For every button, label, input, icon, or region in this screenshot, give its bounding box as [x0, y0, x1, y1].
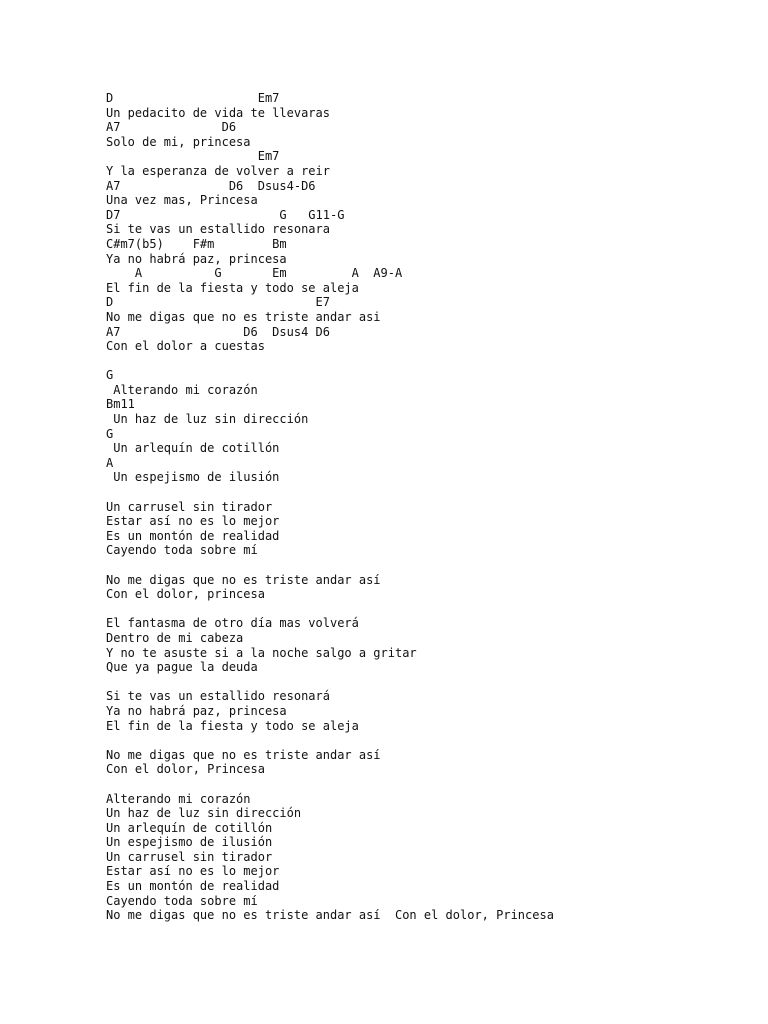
lyric-line: Bm11 [106, 397, 135, 412]
blank-line [106, 777, 746, 792]
lyric-line: Solo de mi, princesa [106, 134, 251, 149]
lyric-line: Ya no habrá paz, princesa [106, 251, 287, 266]
lyric-line: No me digas que no es triste andar así [106, 572, 381, 587]
blank-line [106, 485, 746, 500]
lyric-line: Un arlequín de cotillón [106, 820, 273, 835]
lyric-line: Con el dolor a cuestas [106, 339, 265, 354]
lyric-line: El fantasma de otro día mas volverá [106, 616, 359, 631]
lyric-line: D Em7 [106, 91, 280, 105]
lyric-line: Un espejismo de ilusión [106, 835, 273, 850]
lyric-line: A G Em A A9-A [106, 266, 403, 281]
song-sheet [106, 91, 746, 923]
lyric-line: Em7 [106, 149, 280, 164]
lyric-line: G [106, 426, 114, 441]
lyric-line: Es un montón de realidad [106, 528, 280, 543]
lyric-line: No me digas que no es triste andar así Con el dolor, Princesa [106, 908, 554, 923]
lyric-line: Cayendo toda sobre mí [106, 543, 258, 558]
lyric-line: No me digas que no es triste andar asi [106, 309, 381, 324]
lyric-line: El fin de la fiesta y todo se aleja [106, 280, 359, 295]
lyric-line: El fin de la fiesta y todo se aleja [106, 718, 359, 733]
lyric-line: Un carrusel sin tirador [106, 499, 273, 514]
lyric-line: No me digas que no es triste andar así [106, 747, 381, 762]
lyric-line: D7 G G11-G [106, 207, 345, 222]
lyric-line: C#m7(b5) F#m Bm [106, 236, 287, 251]
lyric-line: D E7 [106, 295, 330, 310]
lyric-line: Alterando mi corazón [106, 791, 251, 806]
lyric-line: Un carrusel sin tirador [106, 849, 273, 864]
lyric-line: Un haz de luz sin dirección [106, 412, 309, 427]
blank-line [106, 354, 746, 369]
lyric-line: Un espejismo de ilusión [106, 470, 280, 485]
blank-line [106, 558, 746, 573]
lyric-line: Un arlequín de cotillón [106, 441, 280, 456]
lyric-line: Y no te asuste si a la noche salgo a gritar [106, 645, 417, 660]
lyric-line: Una vez mas, Princesa [106, 193, 258, 208]
blank-line [106, 675, 746, 690]
lyric-line: Un haz de luz sin dirección [106, 806, 302, 821]
lyric-line: G [106, 368, 114, 383]
lyric-line: Es un montón de realidad [106, 879, 280, 894]
lyric-line: A7 D6 Dsus4-D6 [106, 178, 316, 193]
lyric-line: Si te vas un estallido resonara [106, 222, 330, 237]
lyric-line: A7 D6 [106, 120, 237, 135]
lyric-line: Con el dolor, Princesa [106, 762, 265, 777]
lyric-line: Un pedacito de vida te llevaras [106, 105, 330, 120]
lyric-line: Estar así no es lo mejor [106, 864, 280, 879]
blank-line [106, 602, 746, 617]
lyric-line: Alterando mi corazón [106, 382, 258, 397]
lyric-line: Dentro de mi cabeza [106, 630, 244, 645]
lyric-line: Ya no habrá paz, princesa [106, 703, 287, 718]
lyric-line: A [106, 455, 114, 470]
lyric-line: Cayendo toda sobre mí [106, 893, 258, 908]
lyric-line: Que ya pague la deuda [106, 660, 258, 675]
lyric-line: Con el dolor, princesa [106, 587, 265, 602]
lyric-line: Si te vas un estallido resonará [106, 689, 330, 704]
lyric-line: A7 D6 Dsus4 D6 [106, 324, 330, 339]
blank-line [106, 733, 746, 748]
lyric-line: Estar así no es lo mejor [106, 514, 280, 529]
lyric-line: Y la esperanza de volver a reir [106, 163, 330, 178]
